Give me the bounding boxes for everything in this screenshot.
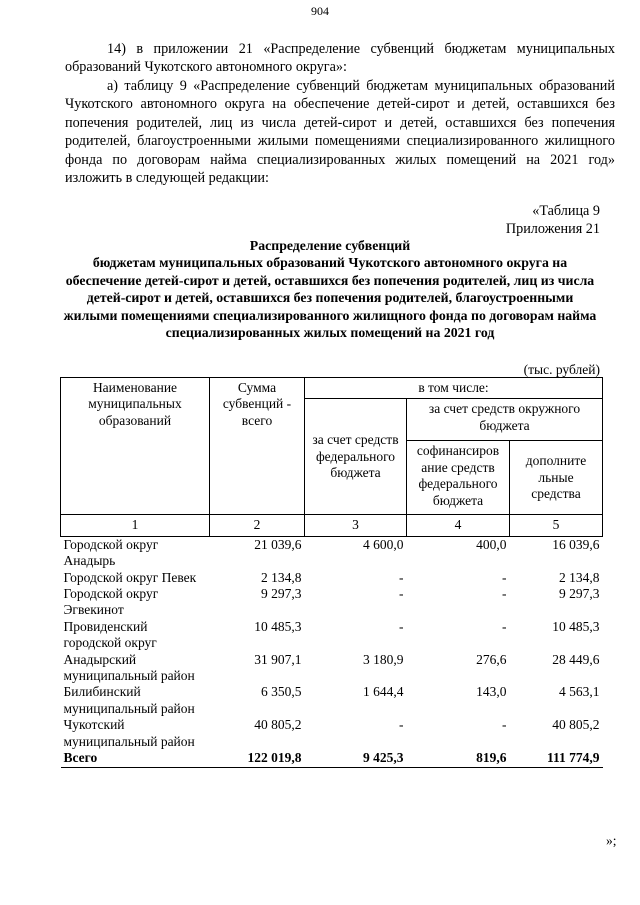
header-cofinancing: софинансиров ание средств федерального бюджета [407, 441, 510, 515]
table-title-line2: бюджетам муниципальных образований Чукотского автономного округа на обеспечение детей-сирот и детей, оставшихся без попечения родителей, лиц из числа детей-сирот и детей, оставшихся без попечения родителей, благоустроенными жилыми помещениями специализированного жилищного фонда по договорам найма специализированных жилых помещений на 2021 год [63, 255, 597, 341]
total-row [61, 750, 603, 767]
column-number: 2 [210, 515, 305, 536]
table-row [61, 717, 603, 750]
row-total: 31 907,1 [254, 651, 302, 667]
row-federal: 4 600,0 [363, 536, 404, 552]
row-federal: - [399, 717, 404, 733]
row-cofinancing: 400,0 [476, 536, 507, 552]
header-including: в том числе: [305, 378, 603, 399]
row-cofinancing: - [502, 618, 507, 634]
row-additional: 28 449,6 [552, 651, 600, 667]
row-federal: - [399, 569, 404, 585]
header-district: за счет средств окружного бюджета [407, 399, 603, 441]
table-row [61, 586, 603, 619]
row-cofinancing: - [502, 586, 507, 602]
row-additional: 10 485,3 [552, 618, 600, 634]
table-row [61, 619, 603, 652]
row-federal: - [399, 586, 404, 602]
header-name: Наименование муниципальных образований [61, 378, 210, 515]
header-total: Сумма субвенций - всего [210, 378, 305, 515]
total-additional: 111 774,9 [510, 750, 603, 767]
row-total: 6 350,5 [261, 684, 302, 700]
row-federal: 1 644,4 [363, 684, 404, 700]
table-title [62, 237, 598, 341]
row-name: Чукотский муниципальный район [63, 717, 195, 749]
page-number: 904 [311, 4, 329, 18]
column-number: 4 [407, 515, 510, 536]
row-name: Городской округ Эгвекинот [63, 586, 159, 618]
table-reference-line2: Приложения 21 [505, 221, 600, 238]
table-row [61, 536, 603, 569]
units-label: (тыс. рублей) [523, 362, 600, 377]
row-federal: - [399, 618, 404, 634]
row-cofinancing: - [502, 569, 507, 585]
total-sum: 122 019,8 [210, 750, 305, 767]
item-a-text: а) таблицу 9 «Распределение субвенций бюджетам муниципальных образований Чукотского автономного округа на обеспечение детей-сирот и детей, оставшихся без попечения родителей, лиц из числа детей-сирот и детей, оставшихся без попечения родителей, благоустроенными жилыми помещениями специализированного жилищного фонда по договорам найма специализированных жилых помещений на 2021 год» изложить в следующей редакции: [65, 78, 615, 187]
row-cofinancing: 143,0 [476, 684, 507, 700]
column-number: 1 [61, 515, 210, 536]
column-number: 3 [305, 515, 407, 536]
total-cofinancing: 819,6 [407, 750, 510, 767]
table-row [61, 570, 603, 586]
row-total: 9 297,3 [261, 586, 302, 602]
row-name: Городской округ Певек [63, 569, 197, 585]
row-additional: 40 805,2 [552, 717, 600, 733]
table-reference-line1: «Таблица 9 [532, 203, 600, 219]
row-total: 21 039,6 [254, 536, 302, 552]
column-number: 5 [510, 515, 603, 536]
row-additional: 2 134,8 [559, 569, 600, 585]
row-additional: 4 563,1 [559, 684, 600, 700]
table-row [61, 684, 603, 717]
row-additional: 9 297,3 [559, 586, 600, 602]
row-name: Городской округ Анадырь [63, 536, 159, 569]
row-total: 10 485,3 [254, 618, 302, 634]
total-federal: 9 425,3 [305, 750, 407, 767]
closing-quote: »; [606, 833, 617, 848]
row-total: 2 134,8 [261, 569, 302, 585]
row-name: Провиденский городской округ [63, 618, 157, 651]
subsidy-table [60, 377, 603, 768]
table-row [61, 652, 603, 685]
header-additional: дополните льные средства [510, 441, 603, 515]
row-cofinancing: 276,6 [476, 651, 507, 667]
row-name: Билибинский муниципальный район [63, 684, 195, 716]
row-cofinancing: - [502, 717, 507, 733]
row-federal: 3 180,9 [363, 651, 404, 667]
table-title-line1: Распределение субвенций [249, 238, 411, 253]
header-federal: за счет средств федерального бюджета [305, 399, 407, 515]
item-14-text: 14) в приложении 21 «Распределение субвенций бюджетам муниципальных образований Чукотского автономного округа»: [65, 41, 615, 76]
row-total: 40 805,2 [254, 717, 302, 733]
row-additional: 16 039,6 [552, 536, 600, 552]
table-reference [506, 202, 600, 239]
row-name: Анадырский муниципальный район [63, 651, 195, 684]
total-name: Всего [61, 750, 210, 767]
